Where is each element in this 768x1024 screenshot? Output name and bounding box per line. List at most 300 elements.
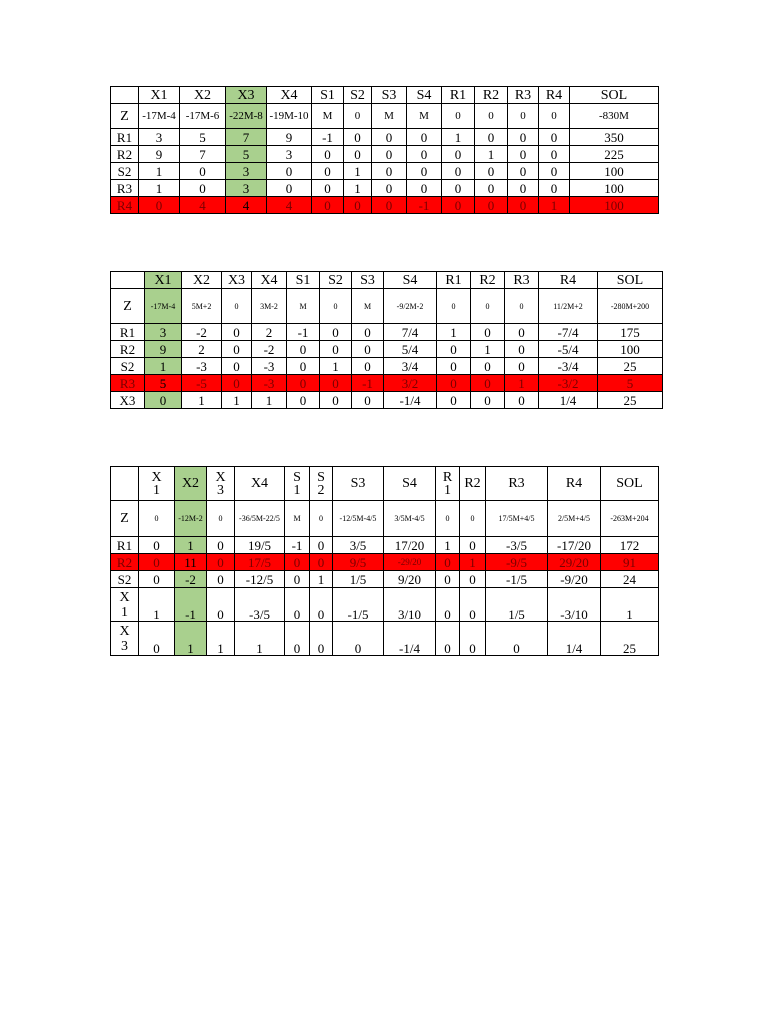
table-cell: 0 [207,501,235,537]
table-cell: 17/5M+4/5 [486,501,548,537]
table-cell: 175 [598,324,663,341]
row-label: X1 [111,588,139,622]
header-cell: X3 [207,467,235,501]
table-cell: 9 [139,146,180,163]
table-cell: -1 [285,537,310,554]
table-cell: -2 [182,324,222,341]
table-cell: 0 [312,180,344,197]
table-cell-pivot: 1 [175,622,207,656]
table-cell: 0 [139,554,175,571]
header-cell: S3 [372,87,407,104]
table-cell: 0 [437,341,471,358]
table-cell: -19M-10 [267,104,312,129]
table-cell: 11/2M+2 [539,289,598,324]
table-cell-pivot: -2 [175,571,207,588]
table-cell: 1 [139,163,180,180]
table-cell: 0 [310,554,333,571]
table-cell: 0 [222,289,252,324]
table-cell: 0 [285,622,310,656]
simplex-table-2 [110,271,663,409]
table-cell: 1 [235,622,285,656]
table-cell: -5/4 [539,341,598,358]
table-row-pivot [111,554,659,571]
table-cell: 0 [372,146,407,163]
table-cell: 0 [475,104,508,129]
header-cell: X1 [139,467,175,501]
table-cell: 0 [442,104,475,129]
table-cell: -12/5M-4/5 [333,501,384,537]
table-cell: 0 [285,588,310,622]
table-cell: 1 [601,588,659,622]
table-cell: M [285,501,310,537]
table-cell: -29/20 [384,554,436,571]
table-cell: 0 [180,163,226,180]
table-cell: -3/10 [548,588,601,622]
table-cell: 0 [460,588,486,622]
table-cell: 4 [267,197,312,214]
header-cell: S3 [352,272,384,289]
table-cell: 0 [320,324,352,341]
table-cell: 0 [539,163,570,180]
table-cell: M [312,104,344,129]
header-cell: R4 [539,272,598,289]
header-cell: S1 [285,467,310,501]
table-cell: M [407,104,442,129]
table-cell: -3/5 [235,588,285,622]
table-cell: 0 [407,129,442,146]
table-cell: 0 [505,392,539,409]
table-cell: 0 [539,129,570,146]
header-cell-pivot: X2 [175,467,207,501]
table-cell: 100 [570,197,659,214]
header-cell-pivot: X1 [145,272,182,289]
table-row [111,571,659,588]
table-cell: 0 [437,392,471,409]
table-cell: 0 [352,341,384,358]
row-label: R4 [111,197,139,214]
table-cell: -1 [312,129,344,146]
table-cell: 5 [180,129,226,146]
table-cell: 0 [139,622,175,656]
table-cell: 0 [222,358,252,375]
table-cell-pivot: 0 [145,392,182,409]
simplex-table-3 [110,466,659,656]
table-cell: 1 [344,163,372,180]
row-label: R3 [111,180,139,197]
table-row-z [111,289,663,324]
table-cell: -280M+200 [598,289,663,324]
table-cell: 1 [436,537,460,554]
table-cell-pivot: 5 [226,146,267,163]
table-cell-pivot: 1 [175,537,207,554]
header-cell: S1 [312,87,344,104]
table-cell: 1 [222,392,252,409]
table-cell: 100 [598,341,663,358]
table-row [111,537,659,554]
table-cell: 0 [460,501,486,537]
header-cell: X3 [222,272,252,289]
table-cell: -3/5 [486,537,548,554]
header-cell: S3 [333,467,384,501]
table-cell: 0 [436,554,460,571]
table-cell: 0 [508,197,539,214]
table-cell: -3 [252,375,287,392]
table-cell: 1 [437,324,471,341]
row-label: S2 [111,571,139,588]
table-cell: 0 [222,324,252,341]
header-cell: R4 [548,467,601,501]
table-row [111,622,659,656]
table-cell: 0 [471,358,505,375]
table-cell: 0 [436,501,460,537]
header-cell: S4 [384,467,436,501]
header-cell-pivot: X3 [226,87,267,104]
table-cell: 0 [442,163,475,180]
table-cell: -5 [182,375,222,392]
table-cell: 0 [460,537,486,554]
table-cell: 0 [505,341,539,358]
table-cell: 3/4 [384,358,437,375]
table-cell: -9/5 [486,554,548,571]
table-cell: 1 [344,180,372,197]
table-cell: 0 [508,180,539,197]
table-cell: 91 [601,554,659,571]
table-cell-pivot: 4 [226,197,267,214]
header-cell-corner [111,87,139,104]
header-cell-corner [111,467,139,501]
table-cell: 0 [442,146,475,163]
table-cell: 1 [442,129,475,146]
table-cell: 1 [539,197,570,214]
table-row [111,324,663,341]
table-cell: 1/5 [333,571,384,588]
table-cell: -1/4 [384,392,437,409]
table-cell-pivot: -17M-4 [145,289,182,324]
table-cell: 3 [267,146,312,163]
table-cell: 0 [344,104,372,129]
table-cell-pivot: 3 [145,324,182,341]
table-cell: 0 [437,358,471,375]
table-cell: 0 [310,588,333,622]
row-label: Z [111,104,139,129]
header-cell: SOL [601,467,659,501]
table-cell: 0 [539,146,570,163]
header-cell: S4 [384,272,437,289]
table-cell: 0 [267,163,312,180]
table-cell: 0 [539,180,570,197]
header-cell: S2 [310,467,333,501]
table-cell: M [287,289,320,324]
header-cell: X4 [267,87,312,104]
table-cell: 0 [505,324,539,341]
row-label: X3 [111,392,145,409]
table-cell: -830M [570,104,659,129]
row-label: R1 [111,537,139,554]
table-cell: -3 [252,358,287,375]
table-row-pivot [111,197,659,214]
header-cell: S2 [344,87,372,104]
header-cell: R3 [508,87,539,104]
header-cell: SOL [570,87,659,104]
table-cell-pivot: 1 [145,358,182,375]
table-cell: 2/5M+4/5 [548,501,601,537]
table-cell: 0 [207,588,235,622]
table-cell: 1/4 [548,622,601,656]
simplex-table-1 [110,86,659,214]
table-cell: 0 [475,197,508,214]
table-cell: 17/20 [384,537,436,554]
row-label: S2 [111,163,139,180]
table-cell: 0 [267,180,312,197]
header-cell: R4 [539,87,570,104]
table-cell: 0 [471,289,505,324]
table-cell: -263M+204 [601,501,659,537]
table-cell: 3/10 [384,588,436,622]
table-cell: 9 [267,129,312,146]
table-cell: 225 [570,146,659,163]
table-cell-pivot: 5 [145,375,182,392]
table-cell: 0 [287,375,320,392]
table-cell: 9/20 [384,571,436,588]
table-cell: 0 [207,554,235,571]
table-row [111,392,663,409]
table-cell: -1/5 [333,588,384,622]
table-cell: 0 [222,341,252,358]
table-cell: 25 [598,358,663,375]
table-cell: 0 [207,537,235,554]
table-cell: 0 [372,197,407,214]
table-cell: 9/5 [333,554,384,571]
table-cell: -1/4 [384,622,436,656]
table-cell: -9/20 [548,571,601,588]
header-cell: R3 [505,272,539,289]
table-row [111,163,659,180]
table-cell-pivot: 7 [226,129,267,146]
table-cell: 0 [508,163,539,180]
table-cell: 0 [310,622,333,656]
table-cell: 0 [312,146,344,163]
table-cell: 1 [460,554,486,571]
table-cell: 0 [139,501,175,537]
table-cell-pivot: 9 [145,341,182,358]
table-cell: 3/2 [384,375,437,392]
table-cell: 0 [222,375,252,392]
table-row [111,358,663,375]
table-cell: -1/5 [486,571,548,588]
table-cell: 0 [475,180,508,197]
header-cell: S4 [407,87,442,104]
table-cell: M [372,104,407,129]
table-cell: 1/4 [539,392,598,409]
table-cell: 5 [598,375,663,392]
header-cell: S1 [287,272,320,289]
table-cell: 0 [471,375,505,392]
table-cell: 0 [508,129,539,146]
table-cell: 0 [505,289,539,324]
table-cell: 0 [287,358,320,375]
table-cell: 0 [460,571,486,588]
table-cell: -17M-4 [139,104,180,129]
header-cell: R3 [486,467,548,501]
table-cell: 0 [486,622,548,656]
row-label: S2 [111,358,145,375]
table-cell: 172 [601,537,659,554]
table-cell: 1 [471,341,505,358]
header-cell: R2 [471,272,505,289]
table-cell: 0 [437,289,471,324]
table-cell: 0 [310,537,333,554]
header-cell-corner [111,272,145,289]
table-cell: 0 [139,537,175,554]
table-cell: 1 [320,358,352,375]
table-cell: 0 [333,622,384,656]
table-cell: 0 [372,163,407,180]
header-cell: R2 [475,87,508,104]
table-cell: 0 [310,501,333,537]
row-label: R2 [111,554,139,571]
table-cell: -1 [287,324,320,341]
table-cell: 0 [471,324,505,341]
table-cell: 2 [182,341,222,358]
table-cell: -2 [252,341,287,358]
table-cell: 0 [372,180,407,197]
table-cell: 0 [407,180,442,197]
table-cell: 0 [352,358,384,375]
table-cell: 2 [252,324,287,341]
table-cell: 0 [475,129,508,146]
table-cell: 0 [352,392,384,409]
table-cell: 25 [598,392,663,409]
table-cell: 0 [442,197,475,214]
table-cell: M [352,289,384,324]
table-cell: 0 [287,392,320,409]
table-cell: 0 [437,375,471,392]
table-cell: 0 [312,197,344,214]
table-header-row [111,467,659,501]
table-cell: 0 [285,554,310,571]
table-cell: 0 [287,341,320,358]
row-label: R1 [111,129,139,146]
table-cell: 0 [312,163,344,180]
table-cell: 29/20 [548,554,601,571]
table-cell: 7 [180,146,226,163]
table-cell: 0 [139,197,180,214]
table-cell: 1 [139,180,180,197]
header-cell: R2 [460,467,486,501]
table-cell: 1/5 [486,588,548,622]
row-label: Z [111,501,139,537]
table-cell: 24 [601,571,659,588]
table-cell: 0 [436,588,460,622]
table-cell: 0 [139,571,175,588]
table-cell: 0 [285,571,310,588]
table-cell: 0 [436,622,460,656]
table-cell: 7/4 [384,324,437,341]
table-cell: 1 [182,392,222,409]
row-label: R3 [111,375,145,392]
table-cell-pivot: 3 [226,163,267,180]
table-cell: 5/4 [384,341,437,358]
table-row [111,180,659,197]
table-cell: 3 [139,129,180,146]
table-row-pivot [111,375,663,392]
table-cell: 0 [436,571,460,588]
table-cell: -7/4 [539,324,598,341]
table-cell: 0 [320,375,352,392]
table-cell: 0 [508,146,539,163]
row-label: R2 [111,341,145,358]
table-cell: 0 [352,324,384,341]
table-cell: 0 [344,146,372,163]
table-cell: 25 [601,622,659,656]
table-cell: 0 [471,392,505,409]
table-cell: -1 [352,375,384,392]
table-cell: 1 [252,392,287,409]
table-cell: 5M+2 [182,289,222,324]
table-cell: 0 [372,129,407,146]
table-cell: -3/4 [539,358,598,375]
table-cell: 1 [505,375,539,392]
table-row-z [111,501,659,537]
table-header-row [111,272,663,289]
table-cell: 0 [320,341,352,358]
table-cell: 0 [407,146,442,163]
table-cell: 3/5 [333,537,384,554]
table-cell: 0 [207,571,235,588]
table-cell: 1 [310,571,333,588]
table-row [111,341,663,358]
table-header-row [111,87,659,104]
table-cell: 0 [539,104,570,129]
header-cell: X2 [182,272,222,289]
row-label: R1 [111,324,145,341]
table-cell: 1 [207,622,235,656]
row-label: Z [111,289,145,324]
table-cell: -36/5M-22/5 [235,501,285,537]
table-cell-pivot: -22M-8 [226,104,267,129]
table-cell: 0 [475,163,508,180]
row-label: X3 [111,622,139,656]
table-row [111,146,659,163]
table-cell: 350 [570,129,659,146]
table-cell: -3/2 [539,375,598,392]
header-cell: X4 [235,467,285,501]
table-cell: -1 [407,197,442,214]
header-cell: SOL [598,272,663,289]
table-cell: 100 [570,163,659,180]
table-cell: 0 [505,358,539,375]
row-label: R2 [111,146,139,163]
table-row [111,129,659,146]
header-cell: R1 [436,467,460,501]
header-cell: X1 [139,87,180,104]
table-cell: 0 [320,392,352,409]
table-cell: -9/2M-2 [384,289,437,324]
table-cell-pivot: -12M-2 [175,501,207,537]
table-cell: 17/5 [235,554,285,571]
table-cell-pivot: -1 [175,588,207,622]
table-cell: 0 [344,129,372,146]
table-cell: 3M-2 [252,289,287,324]
table-cell: 19/5 [235,537,285,554]
header-cell: R1 [437,272,471,289]
table-cell: 0 [460,622,486,656]
table-row [111,588,659,622]
table-cell-pivot: 3 [226,180,267,197]
table-cell: 4 [180,197,226,214]
table-cell: -17/20 [548,537,601,554]
table-cell: -17M-6 [180,104,226,129]
